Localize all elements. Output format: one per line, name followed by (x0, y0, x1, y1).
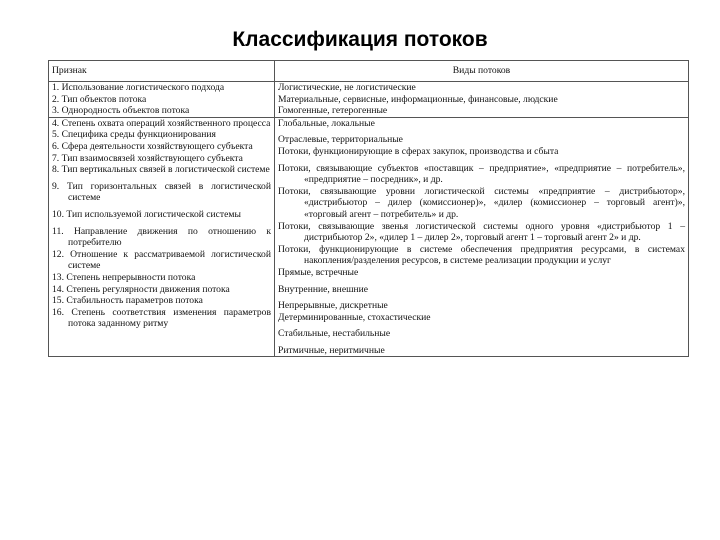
signs-cell (49, 117, 275, 357)
sign-item: 7. Тип взаимосвязей хозяйствующего субъекта (52, 152, 243, 164)
sign-item: 1. Использование логистического подхода (52, 82, 225, 93)
sign-item: 5. Специфика среды функционирования (52, 129, 216, 141)
sign-item: 14. Степень регулярности движения потока (52, 283, 230, 295)
type-item: Детерминированные, стохастические (278, 311, 431, 323)
sign-item: 11. Направление движения по отношению к потребителю (52, 225, 271, 249)
sign-item: 4. Степень охвата операций хозяйственного процесса (52, 117, 271, 129)
table-row (49, 82, 689, 118)
type-item: Потоки, связывающие звенья логистической системы одного уровня «дистрибьютор 1 – дистрибьютор 2», «дилер 1 – дилер 2», торговый агент 1 – торговый агент 2» и др. (278, 220, 685, 244)
table-header-row (49, 61, 689, 82)
classification-table (48, 60, 689, 357)
type-item: Потоки, функционирующие в системе обеспечения предприятия ресурсами, в системах накопления/разделения ресурсов, в системе реализации продукции и услуг (278, 243, 685, 267)
header-sign: Признак (49, 61, 275, 82)
table-row (49, 117, 689, 357)
type-item: Непрерывные, дискретные (278, 300, 388, 312)
types-cell (275, 117, 689, 357)
signs-cell (49, 82, 275, 118)
sign-item: 6. Сфера деятельности хозяйствующего субъекта (52, 140, 253, 152)
sign-item: 9. Тип горизонтальных связей в логистической системе (52, 180, 271, 204)
type-item: Логистические, не логистические (278, 82, 416, 93)
header-types: Виды потоков (275, 61, 689, 82)
type-item: Гомогенные, гетерогенные (278, 105, 388, 117)
sign-item: 16. Степень соответствия изменения параметров потока заданному ритму (52, 306, 271, 330)
type-item: Стабильные, нестабильные (278, 328, 391, 340)
sign-item: 2. Тип объектов потока (52, 93, 147, 105)
sign-item: 8. Тип вертикальных связей в логистической системе (52, 164, 270, 176)
sign-item: 3. Однородность объектов потока (52, 105, 190, 117)
type-item: Ритмичные, неритмичные (278, 344, 385, 356)
type-item: Потоки, функционирующие в сферах закупок, производства и сбыта (278, 145, 559, 157)
page-title: Классификация потоков (232, 28, 488, 51)
sign-item: 15. Стабильность параметров потока (52, 295, 203, 307)
sign-item: 12. Отношение к рассматриваемой логистической системе (52, 248, 271, 272)
types-cell (275, 82, 689, 118)
type-item: Внутренние, внешние (278, 283, 368, 295)
type-item: Потоки, связывающие уровни логистической системы «предприятие – дистрибьютор», «дистрибьютор – дилер (комиссионер)», «дилер (комиссионер – торговый агент)», «торговый агент – потребитель» и др. (278, 185, 685, 220)
sign-item: 10. Тип используемой логистической системы (52, 208, 241, 220)
type-item: Глобальные, локальные (278, 117, 375, 129)
type-item: Отраслевые, территориальные (278, 134, 403, 146)
type-item: Потоки, связывающие субъектов «поставщик – предприятие», «предприятие – потребитель», «предприятие – посредник», и др. (278, 162, 685, 186)
sign-item: 13. Степень непрерывности потока (52, 271, 196, 283)
type-item: Материальные, сервисные, информационные, финансовые, людские (278, 93, 558, 105)
type-item: Прямые, встречные (278, 266, 359, 278)
